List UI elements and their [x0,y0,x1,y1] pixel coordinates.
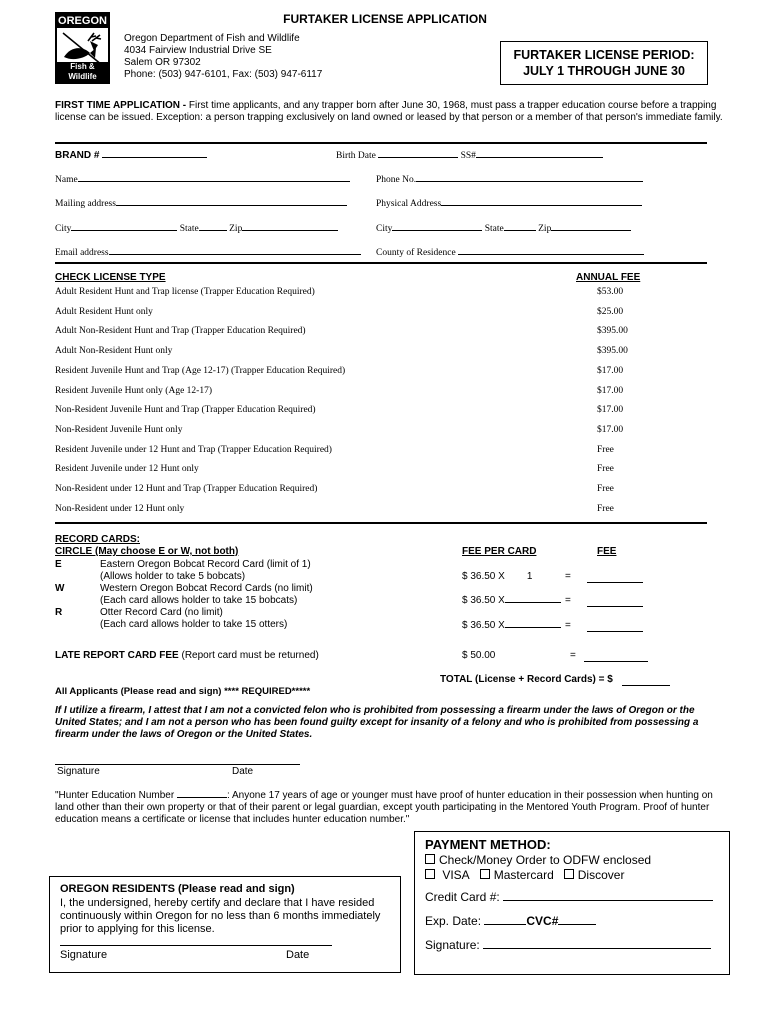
license-fee: $395.00 [597,326,628,337]
card-r-price [462,620,561,632]
zip-label: Zip [229,224,243,234]
license-fee: $17.00 [597,405,624,416]
license-fee: $395.00 [597,346,628,357]
license-fee: Free [597,444,614,455]
visa-label: VISA [442,868,470,882]
declaration-heading: All Applicants (Please read and sign) **** REQUIRED***** [55,686,311,697]
card-options [425,868,624,882]
phone-field[interactable] [376,175,643,185]
physical-address-field[interactable] [376,199,642,209]
period-line-2: JULY 1 THROUGH JUNE 30 [523,64,685,78]
license-type-option[interactable]: Non-Resident Juvenile Hunt and Trap (Trapper Education Required) [55,405,316,416]
check-label: Check/Money Order to ODFW enclosed [439,853,652,867]
license-type-option[interactable]: Resident Juvenile under 12 Hunt only [55,464,199,475]
residents-date-label: Date [286,949,310,961]
state-label: State [179,224,199,234]
fee-header: FEE [597,546,617,557]
fee-per-card-header: FEE PER CARD [462,546,537,557]
signature-label: Signature [57,766,100,777]
late-report-fee [55,650,319,662]
county-field[interactable] [376,248,644,258]
zip-label: Zip [538,224,552,234]
ss-label: SS# [460,151,476,161]
card-qty[interactable] [505,627,561,628]
hunter-education-notice [55,790,723,826]
exp-date-label: Exp. Date: [425,914,482,928]
late-fee-line[interactable] [584,661,648,662]
credit-card-field[interactable] [425,890,713,904]
name-label: Name [55,175,78,185]
card-e-price [462,571,552,583]
checkbox[interactable] [425,869,435,879]
total-line[interactable] [622,685,670,686]
equals-sign: = [565,595,571,606]
late-fee-note: (Report card must be returned) [178,650,319,661]
card-code: W [55,583,65,594]
phone-label: Phone No. [376,175,417,185]
birth-date-label: Birth Date [336,151,376,161]
state-label: State [484,224,504,234]
card-qty[interactable]: 1 [526,571,533,582]
first-time-notice [55,100,728,124]
divider [55,262,707,264]
visa-option[interactable] [425,868,470,882]
license-fee: Free [597,503,614,514]
annual-fee-header: ANNUAL FEE [576,272,641,283]
card-note: (Each card allows holder to take 15 otters) [100,619,288,630]
late-fee-price: $ 50.00 [462,650,496,661]
brand-field[interactable] [55,150,207,161]
equals-sign: = [565,571,571,582]
license-type-header: CHECK LICENSE TYPE [55,272,166,283]
logo-bottom-text: Fish & Wildlife [57,62,108,82]
license-fee: $17.00 [597,424,624,435]
city-state-zip-field[interactable] [55,224,338,234]
residents-signature-line[interactable] [60,945,332,946]
license-type-option[interactable]: Non-Resident under 12 Hunt only [55,503,185,514]
license-fee: $25.00 [597,306,624,317]
city-label: City [376,224,393,234]
residents-heading: OREGON RESIDENTS (Please read and sign) [60,883,295,895]
name-field[interactable] [55,175,350,185]
check-option[interactable] [425,853,651,867]
equals-sign: = [565,620,571,631]
card-price: $ 36.50 X [462,571,505,582]
license-fee: $17.00 [597,365,624,376]
license-type-option[interactable]: Adult Resident Hunt and Trap license (Trapper Education Required) [55,287,315,297]
county-label: County of Residence [376,248,456,258]
date-label: Date [232,766,254,777]
divider [55,522,707,524]
card-w-price [462,595,561,607]
license-fee: Free [597,464,614,475]
credit-card-label: Credit Card #: [425,890,500,904]
signature-line[interactable] [55,764,300,765]
email-field[interactable] [55,248,361,258]
mailing-address-field[interactable] [55,199,347,209]
license-type-option[interactable]: Non-Resident Juvenile Hunt only [55,424,183,435]
mastercard-option[interactable] [480,868,554,882]
logo-top-text: OREGON [58,15,107,27]
equals-sign: = [570,650,576,661]
license-type-option[interactable]: Adult Resident Hunt only [55,306,153,317]
card-price: $ 36.50 X [462,595,505,606]
card-desc: Eastern Oregon Bobcat Record Card (limit of 1) [100,559,311,570]
birth-date-field[interactable] [336,151,603,161]
license-fee: $17.00 [597,385,624,396]
record-cards-title: RECORD CARDS: [55,534,140,545]
license-fee: Free [597,484,614,494]
card-code: R [55,607,63,618]
license-type-option[interactable]: Non-Resident under 12 Hunt and Trap (Trapper Education Required) [55,484,318,494]
first-time-label: FIRST TIME APPLICATION - [55,100,189,111]
hunter-ed-text: : Anyone 17 years of age or younger must have proof of hunter education in their possession when hunting on land other than their own property or that of their parent or legal guardian, except youth participating in the Mentored Youth Program. Proof of hunter education means a certificate or license that includes hunter education number." [55,790,713,825]
card-note: (Each card allows holder to take 15 bobcats) [100,595,298,606]
physical-label: Physical Address [376,199,442,209]
residents-text: I, the undersigned, hereby certify and declare that I have resided continuously within Oregon for no less than 6 months immediately prior to applying for this license. [60,897,381,935]
license-type-option[interactable]: Resident Juvenile under 12 Hunt and Trap (Trapper Education Required) [55,444,332,455]
email-label: Email address [55,248,109,258]
license-type-option[interactable]: Resident Juvenile Hunt only (Age 12-17) [55,385,212,396]
card-code: E [55,559,62,570]
payment-signature-field[interactable] [425,938,711,952]
checkbox[interactable] [425,854,435,864]
record-cards-instruction: CIRCLE (May choose E or W, not both) [55,546,239,557]
license-type-option[interactable]: Adult Non-Resident Hunt and Trap (Trapper Education Required) [55,326,306,337]
license-period-box [500,41,708,85]
agency-address [124,33,322,81]
physical-city-state-zip-field[interactable] [376,224,631,234]
payment-method-box [414,831,730,975]
cvc-label: CVC# [526,914,559,928]
late-fee-label: LATE REPORT CARD FEE [55,650,179,661]
checkbox[interactable] [480,869,490,879]
license-fee: $53.00 [597,287,624,297]
residents-signature-label: Signature [60,949,108,961]
fee-line[interactable] [587,582,643,583]
address-line: 4034 Fairview Industrial Drive SE [124,45,272,56]
fee-line[interactable] [587,606,643,607]
brand-label: BRAND # [55,150,100,161]
mastercard-label: Mastercard [493,868,554,882]
period-line-1: FURTAKER LICENSE PERIOD: [513,48,695,62]
mailing-label: Mailing address [55,199,116,209]
total-label: TOTAL (License + Record Cards) = $ [440,674,613,685]
card-desc: Otter Record Card (no limit) [100,607,223,618]
checkbox[interactable] [564,869,574,879]
payment-heading: PAYMENT METHOD: [425,837,551,852]
exp-date-field[interactable] [425,914,596,928]
divider [55,142,707,144]
hunter-ed-number-field[interactable] [177,797,227,798]
discover-option[interactable] [564,868,625,882]
first-time-text: First time applicants, and any trapper born after June 30, 1968, must pass a trapper education course before a trapping license can be issued. Exception: a person trapping exclusively on land owned or leased by that person or a member of that person's immediate family. [55,100,723,123]
card-price: $ 36.50 X [462,620,505,631]
payment-signature-label: Signature: [425,938,480,952]
oregon-residents-box [49,876,401,973]
city-label: City [55,224,72,234]
form-title: FURTAKER LICENSE APPLICATION [283,12,487,26]
card-note: (Allows holder to take 5 bobcats) [100,571,246,582]
card-desc: Western Oregon Bobcat Record Cards (no limit) [100,583,313,594]
address-line: Phone: (503) 947-6101, Fax: (503) 947-6117 [124,69,323,80]
license-type-option[interactable]: Adult Non-Resident Hunt only [55,346,173,357]
declaration-text: If I utilize a firearm, I attest that I am not a convicted felon who is prohibited from possessing a firearm under the laws of Oregon or the United States; and I am not a person who has been found guilty except for insanity of a felony and who is prohibited from possessing a firearm under the laws of Oregon or the United States. [55,705,699,740]
license-type-option[interactable]: Resident Juvenile Hunt and Trap (Age 12-17) (Trapper Education Required) [55,365,346,376]
fee-line[interactable] [587,631,643,632]
hunter-ed-prefix: "Hunter Education Number [55,790,177,801]
address-line: Oregon Department of Fish and Wildlife [124,33,300,44]
card-qty[interactable] [505,602,561,603]
address-line: Salem OR 97302 [124,57,201,68]
discover-label: Discover [577,868,625,882]
